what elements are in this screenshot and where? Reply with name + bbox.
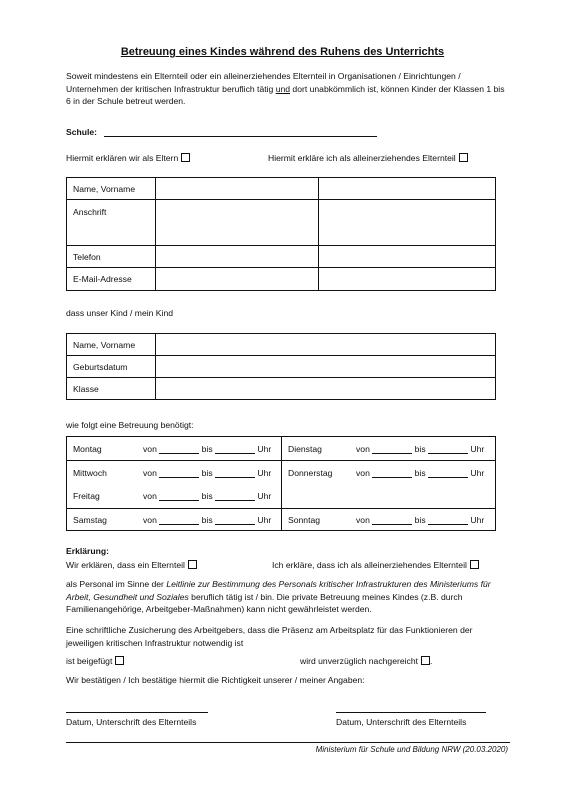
- to-label: bis: [414, 514, 426, 525]
- parent-name-cell-2[interactable]: [319, 178, 496, 200]
- unit-label: Uhr: [257, 514, 272, 525]
- parent-email-cell-1[interactable]: [156, 268, 319, 291]
- unit-label: Uhr: [470, 443, 485, 454]
- submitted-later-row: [300, 656, 432, 666]
- from-label: von: [143, 467, 157, 478]
- thursday-to-input[interactable]: [428, 477, 468, 478]
- personnel-guideline: Leitlinie zur Bestimmung des Personals kritischer Infrastrukturen des Ministeriums für Arbeit, Gesundheit und Soziales: [66, 579, 491, 602]
- schedule-cell-monday: [67, 437, 282, 461]
- unit-label: Uhr: [470, 514, 485, 525]
- parent-address-cell-2[interactable]: [319, 200, 496, 246]
- sunday-to-input[interactable]: [428, 524, 468, 525]
- day-saturday: Samstag: [73, 514, 107, 525]
- footer-divider: [66, 742, 510, 743]
- intro-text-1: Soweit mindestens ein Elternteil oder ein alleinerziehendes Elternteil in Organisationen / Einrichtungen / Unternehmen der kritischen Infrastruktur beruflich tätig: [66, 71, 461, 94]
- schedule-cell-thursday: [282, 461, 496, 485]
- intro-paragraph: [66, 70, 506, 108]
- friday-from-input[interactable]: [159, 500, 199, 501]
- declare-single-label: Hiermit erkläre ich als alleinerziehendes Elternteil: [268, 153, 456, 163]
- signature-label-right: Datum, Unterschrift des Elternteils: [336, 717, 467, 727]
- signature-label-left: Datum, Unterschrift des Elternteils: [66, 717, 197, 727]
- to-label: bis: [414, 467, 426, 478]
- saturday-from-input[interactable]: [159, 524, 199, 525]
- parent-name-cell-1[interactable]: [156, 178, 319, 200]
- declare-single-row: [268, 153, 468, 163]
- monday-from-input[interactable]: [159, 453, 199, 454]
- day-friday: Freitag: [73, 491, 100, 502]
- wednesday-to-input[interactable]: [215, 477, 255, 478]
- personnel-text-1: als Personal im Sinne der: [66, 579, 167, 589]
- intro-text-2: dort unabkömmlich ist, können Kinder der Klassen 1 bis 6 in der Schule betreut werden.: [66, 83, 505, 106]
- schedule-cell-saturday: [67, 509, 282, 531]
- from-label: von: [143, 491, 157, 502]
- schedule-cell-sunday: [282, 509, 496, 531]
- i-declare-row: [272, 560, 479, 570]
- signature-line-right[interactable]: [336, 712, 486, 713]
- child-intro: dass unser Kind / mein Kind: [66, 308, 174, 318]
- schedule-cell-empty: [282, 485, 496, 509]
- friday-to-input[interactable]: [215, 500, 255, 501]
- personnel-text-2: beruflich tätig ist / bin. Die private Betreuung meines Kindes (z.B. durch Familienangehörige, Arbeitgeber-Maßnahmen) kann nicht gewährleistet werden.: [66, 591, 463, 614]
- schedule-cell-friday: [67, 485, 282, 509]
- schedule-cell-tuesday: [282, 437, 496, 461]
- we-declare-checkbox[interactable]: [188, 560, 197, 569]
- from-label: von: [356, 443, 370, 454]
- parent-phone-cell-1[interactable]: [156, 246, 319, 268]
- to-label: bis: [201, 467, 213, 478]
- attached-row: [66, 656, 124, 666]
- wednesday-from-input[interactable]: [159, 477, 199, 478]
- footer-text: Ministerium für Schule und Bildung NRW (20.03.2020): [315, 745, 508, 754]
- child-row-label-class: Klasse: [67, 378, 156, 400]
- saturday-to-input[interactable]: [215, 524, 255, 525]
- from-label: von: [143, 514, 157, 525]
- period: .: [430, 656, 433, 666]
- parent-row-label-name: Name, Vorname: [67, 178, 156, 200]
- parent-row-label-email: E-Mail-Adresse: [67, 268, 156, 291]
- tuesday-to-input[interactable]: [428, 453, 468, 454]
- parents-checkbox[interactable]: [181, 153, 190, 162]
- tuesday-from-input[interactable]: [372, 453, 412, 454]
- personnel-paragraph: [66, 578, 502, 616]
- parent-address-cell-1[interactable]: [156, 200, 319, 246]
- declare-parents-row: [66, 153, 190, 163]
- from-label: von: [143, 443, 157, 454]
- day-sunday: Sonntag: [288, 514, 321, 525]
- parent-phone-cell-2[interactable]: [319, 246, 496, 268]
- monday-to-input[interactable]: [215, 453, 255, 454]
- attached-checkbox[interactable]: [115, 656, 124, 665]
- child-row-label-birthdate: Geburtsdatum: [67, 356, 156, 378]
- employer-paragraph: Eine schriftliche Zusicherung des Arbeitgebers, dass die Präsenz am Arbeitsplatz für das Funktionieren der jeweiligen kritischen Infrastruktur notwendig ist: [66, 625, 473, 648]
- child-name-cell[interactable]: [156, 334, 496, 356]
- attached-label: ist beigefügt: [66, 656, 113, 666]
- unit-label: Uhr: [257, 491, 272, 502]
- i-declare-checkbox[interactable]: [470, 560, 479, 569]
- to-label: bis: [201, 491, 213, 502]
- day-thursday: Donnerstag: [288, 467, 333, 478]
- schedule-cell-wednesday: [67, 461, 282, 485]
- parent-table: [66, 177, 496, 291]
- school-label: Schule:: [66, 127, 98, 137]
- single-parent-checkbox[interactable]: [459, 153, 468, 162]
- page-title: Betreuung eines Kindes während des Ruhens des Unterrichts: [120, 46, 445, 58]
- to-label: bis: [414, 443, 426, 454]
- thursday-from-input[interactable]: [372, 477, 412, 478]
- declare-parents-label: Hiermit erklären wir als Eltern: [66, 153, 179, 163]
- child-class-cell[interactable]: [156, 378, 496, 400]
- signature-line-left[interactable]: [66, 712, 208, 713]
- unit-label: Uhr: [257, 443, 272, 454]
- day-monday: Montag: [73, 443, 102, 454]
- i-declare-label: Ich erkläre, dass ich als alleinerziehendes Elternteil: [272, 560, 467, 570]
- parent-row-label-address: Anschrift: [67, 200, 156, 246]
- child-table: [66, 333, 496, 400]
- to-label: bis: [201, 514, 213, 525]
- from-label: von: [356, 514, 370, 525]
- confirm-text: Wir bestätigen / Ich bestätige hiermit die Richtigkeit unserer / meiner Angaben:: [66, 675, 365, 685]
- child-row-label-name: Name, Vorname: [67, 334, 156, 356]
- parent-email-cell-2[interactable]: [319, 268, 496, 291]
- submitted-later-checkbox[interactable]: [421, 656, 433, 666]
- we-declare-row: [66, 560, 197, 570]
- we-declare-label: Wir erklären, dass ein Elternteil: [66, 560, 185, 570]
- parent-row-label-phone: Telefon: [67, 246, 156, 268]
- declaration-heading: Erklärung:: [66, 546, 109, 556]
- sunday-from-input[interactable]: [372, 524, 412, 525]
- schedule-table: [66, 436, 496, 531]
- care-intro: wie folgt eine Betreuung benötigt:: [66, 420, 194, 430]
- day-wednesday: Mittwoch: [73, 467, 107, 478]
- child-birthdate-cell[interactable]: [156, 356, 496, 378]
- day-tuesday: Dienstag: [288, 443, 322, 454]
- from-label: von: [356, 467, 370, 478]
- to-label: bis: [201, 443, 213, 454]
- submitted-later-label: wird unverzüglich nachgereicht: [300, 656, 418, 666]
- unit-label: Uhr: [257, 467, 272, 478]
- intro-und: und: [275, 83, 291, 94]
- school-input-line[interactable]: [104, 136, 377, 137]
- unit-label: Uhr: [470, 467, 485, 478]
